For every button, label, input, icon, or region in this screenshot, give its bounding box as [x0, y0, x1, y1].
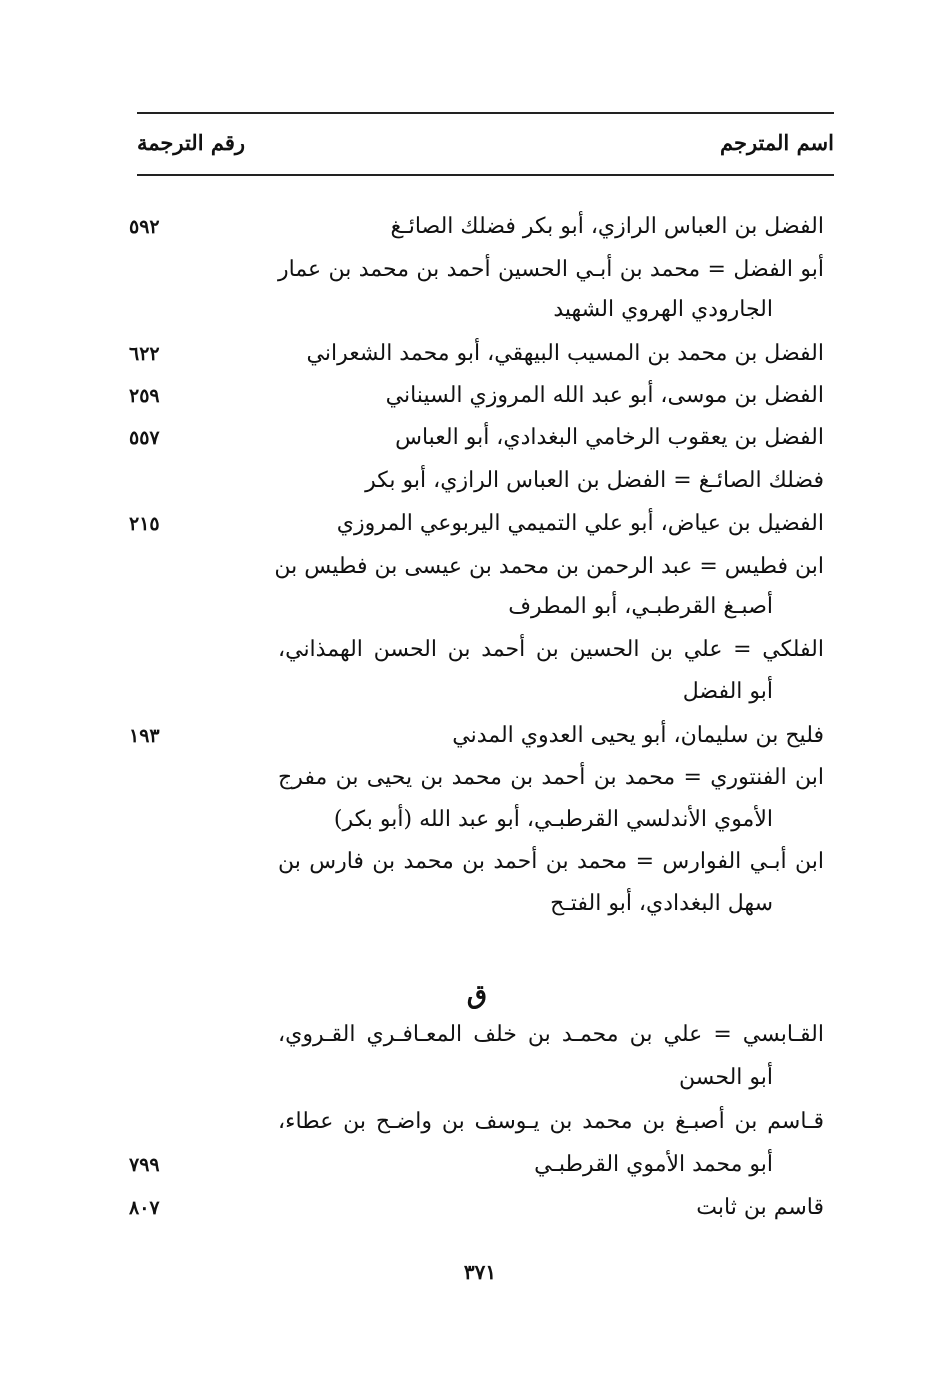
page-number: ٣٧١	[463, 1260, 497, 1284]
top-rule	[137, 112, 834, 114]
header-rule	[137, 174, 834, 176]
entry-line-continued: أبو الفضل	[682, 679, 773, 704]
entry-line: الفضل بن موسى، أبو عبد الله المروزي السيناني	[385, 383, 824, 408]
entry-number: ٢٥٩	[129, 385, 160, 407]
entry-line: ابن فطيس = عبد الرحمن بن محمد بن عيسى بن فطيس بن	[274, 554, 824, 579]
entry-line-continued: أصبـغ القرطبـي، أبو المطرف	[508, 594, 773, 619]
entry-line: الفضل بن يعقوب الرخامي البغدادي، أبو العباس	[395, 425, 824, 450]
entry-line: الفضيل بن عياض، أبو علي التميمي اليربوعي المروزي	[336, 511, 824, 536]
entry-line-continued: أبو محمد الأموي القرطبـي	[534, 1152, 773, 1177]
entry-line: الفضل بن محمد بن المسيب البيهقي، أبو محمد الشعراني	[306, 341, 824, 366]
entry-number: ٥٩٢	[129, 216, 160, 238]
entry-line: الفضل بن العباس الرازي، أبو بكر فضلك الصائـغ	[390, 214, 824, 239]
entry-line: أبو الفضل = محمد بن أبـي الحسين أحمد بن محمد بن عمار	[278, 257, 824, 282]
entry-line: الفلكي = علي بن الحسين بن أحمد بن الحسن الهمذاني،	[278, 637, 824, 662]
entry-line: القـابسي = علي بن محمـد بن خلف المعـافـري القـروي،	[278, 1022, 824, 1047]
section-letter: ق	[466, 980, 488, 1010]
entry-number: ٨٠٧	[129, 1197, 160, 1219]
entry-line-continued: سهل البغدادي، أبو الفتـح	[550, 891, 773, 916]
entry-line: ابن أبـي الفوارس = محمد بن أحمد بن محمد بن فارس بن	[278, 849, 824, 874]
entry-line-continued: الأموي الأندلسي القرطبـي، أبو عبد الله (أبو بكر)	[333, 807, 773, 832]
entry-number: ٦٢٢	[129, 343, 160, 365]
entry-line-continued: الجارودي الهروي الشهيد	[553, 297, 773, 322]
entry-number: ١٩٣	[129, 725, 160, 747]
entry-line: قاسم بن ثابت	[696, 1195, 824, 1220]
entry-line: ابن الفنتوري = محمد بن أحمد بن محمد بن يحيى بن مفرج	[278, 765, 824, 790]
entry-line: فليح بن سليمان، أبو يحيى العدوي المدني	[452, 723, 824, 748]
column-header-number: رقم الترجمة	[137, 130, 246, 155]
entry-line: قـاسم بن أصبـغ بن محمد بن يـوسف بن واضـح بن عطاء،	[278, 1109, 824, 1134]
entry-number: ٥٥٧	[129, 427, 160, 449]
entry-number: ٧٩٩	[129, 1154, 160, 1176]
entry-number: ٢١٥	[129, 513, 160, 535]
entry-line: فضلك الصائـغ = الفضل بن العباس الرازي، أبو بكر	[365, 468, 824, 493]
entry-line-continued: أبو الحسن	[679, 1065, 773, 1090]
column-header-name: اسم المترجم	[720, 130, 834, 155]
